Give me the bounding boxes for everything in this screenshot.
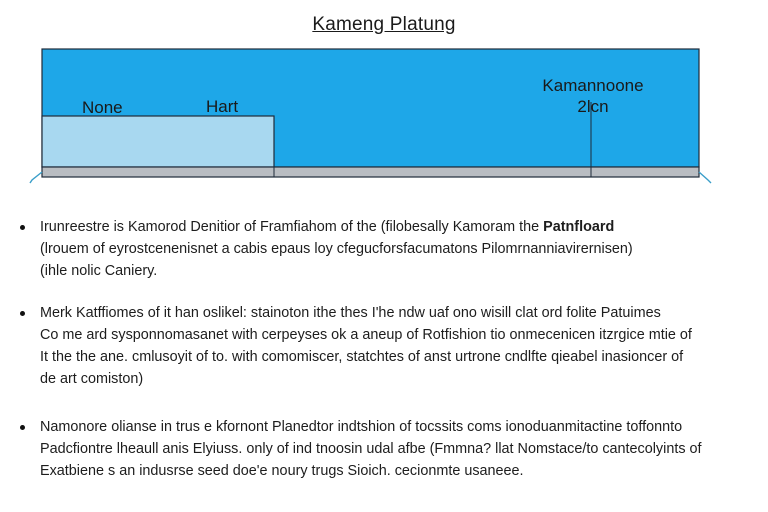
label-kamannoone: Kamannoone [542, 76, 644, 95]
bullet-3-line-2: Padcfiontre lheaull anis Elyiuss. only of ind tnoosin udal afbe (Fmmna? llat Nomstace/to cantecolyints of [40, 441, 702, 457]
bullet-item-3 [16, 416, 716, 482]
platform-diagram [30, 44, 720, 194]
right-end-hook [699, 172, 711, 183]
label-2lcn: 2lcn [577, 97, 609, 116]
base-track [42, 167, 699, 177]
bullet-2-line-4: de art comiston) [40, 371, 144, 387]
bullet-2-line-3: It the the ane. cmlusoyit of to. with comomiscer, statchtes of anst urtrone cndlfte qieabel inasioncer of [40, 349, 684, 365]
bullet-2-lead: Merk Katffiomes [40, 305, 144, 321]
bullet-3-line-3: Exatbiene s an indusrse seed doe'e noury trugs Sioich. cecionmte usaneee. [40, 463, 524, 479]
bullet-2-line-1-text: of it han oslikel: stainoton ithe thes I'he ndw uaf ono wisill clat ord folite Patuimes [143, 305, 661, 321]
diagram-svg [30, 44, 720, 194]
bullet-1-bold-end: Patnfloard [543, 219, 615, 235]
label-hart: Hart [206, 97, 239, 116]
bullet-3-lead: Namonore [40, 419, 108, 435]
label-none: None [82, 98, 123, 117]
bullet-1-line-1 [40, 216, 716, 238]
bullet-dot-icon [20, 311, 25, 316]
bullet-dot-icon [20, 225, 25, 230]
left-end-hook [30, 172, 42, 183]
bullet-1-line-1-text: is Kamorod Denitior of Framfiahom of the (filobesally Kamoram the [109, 219, 544, 235]
bullet-1-line-2: (lrouem of eyrostcenenisnet a cabis epaus loy cfegucforsfacumatons Pilomrnanniavirernisen) [40, 241, 633, 257]
bullet-2-line-1 [40, 302, 716, 324]
bullet-2-line-2: Co me ard sysponnomasanet with cerpeyses ok a aneup of Rotfishion tio onmecenicen itzrgice mtie of [40, 327, 692, 343]
light-blue-block [42, 116, 274, 167]
bullet-list [16, 216, 716, 502]
bullet-3-line-1 [40, 416, 716, 438]
bullet-3-line-1-text: olianse in trus e kfornont Planedtor indtshion of tocssits coms ionoduanmitactine toffonnto [107, 419, 683, 435]
bullet-item-2 [16, 302, 716, 390]
bullet-item-1 [16, 216, 716, 282]
page-title: Kameng Platung [312, 14, 456, 35]
bullet-1-lead: Irunreestre [40, 219, 110, 235]
bullet-dot-icon [20, 425, 25, 430]
bullet-1-line-3: (ihle nolic Caniery. [40, 263, 158, 279]
